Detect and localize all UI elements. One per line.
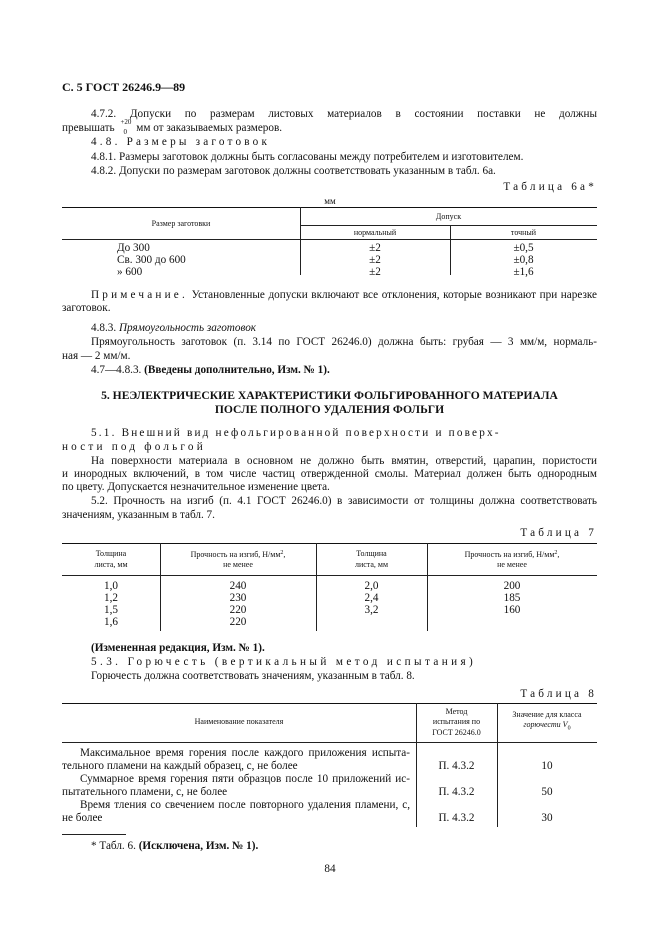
table7-r2-thick: 2,4 [364, 592, 379, 604]
table8-caption: Таблица 8 [520, 688, 597, 700]
table7-head-rule [62, 575, 597, 576]
table6a-row1-normal: ±2 [369, 242, 381, 254]
table7-l1-thick: 1,0 [104, 580, 118, 592]
table8-r2-l2: пытательного пламени, с, не более [62, 786, 228, 798]
table8-r1-method: П. 4.3.2 [438, 760, 475, 772]
table8-top-rule [62, 703, 597, 704]
p472-line2b: мм от заказываемых размеров. [136, 122, 283, 134]
table8-h-method1: Метод [445, 707, 468, 716]
table7-r3-str: 160 [503, 604, 521, 616]
p472-line1: 4.7.2. Допуски по размерам листовых материалов в состоянии поставки не должны [91, 108, 597, 120]
table7-r2-str: 185 [503, 592, 521, 604]
table6a-row3-normal: ±2 [369, 266, 381, 278]
table8-head-rule [62, 742, 597, 743]
table7-l4-str: 220 [229, 616, 247, 628]
p472-line2a: превышать [62, 122, 115, 134]
table8-r1-value: 10 [541, 760, 553, 772]
table8-r3-l2: не более [62, 812, 103, 824]
table7-h-str2-right: не менее [497, 560, 527, 569]
note-line2: заготовок. [62, 302, 111, 314]
table8-r1-l1: Максимальное время горения после каждого приложения испыта- [80, 747, 410, 759]
p483-title [91, 322, 256, 335]
footnote [91, 840, 258, 853]
p52-line1: 5.2. Прочность на изгиб (п. 4.1 ГОСТ 26246.0) в зависимости от толщины должна соответствовать [91, 495, 597, 507]
footnote-bold: (Исключена, Изм. № 1). [138, 840, 259, 852]
table7-h-str1-right-text: Прочность на изгиб, Н/мм [464, 550, 555, 559]
footnote-rule [62, 834, 126, 835]
p51-heading2: ности под фольгой [62, 441, 206, 453]
p53-heading: 5.3. Горючесть (вертикальный метод испытания) [91, 656, 477, 668]
table8-h-name: Наименование показателя [194, 717, 284, 726]
page-number: 84 [324, 863, 336, 875]
tolerance-stack [117, 118, 133, 136]
table7-l3-str: 220 [229, 604, 247, 616]
table7-h-str-sup-left: 2 [280, 550, 284, 556]
table8-r3-value: 30 [541, 812, 553, 824]
table7-top-rule [62, 543, 597, 544]
table7-r3-thick: 3,2 [364, 604, 379, 616]
tol-down: 0 [123, 128, 127, 136]
p53-line: Горючесть должна соответствовать значениям, указанным в табл. 8. [91, 670, 415, 682]
table6a-unit: мм [324, 196, 336, 206]
table6a-row3-exact: ±1,6 [513, 266, 534, 278]
table8-h-value2-text: горючести V [523, 720, 568, 729]
table7-h-thick2-right: листа, мм [354, 560, 389, 569]
table7-l4-thick: 1,6 [104, 616, 118, 628]
table7-h-thick1-right: Толщина [356, 549, 387, 558]
p481: 4.8.1. Размеры заготовок должны быть согласованы между потребителем и изготовителем. [91, 151, 524, 163]
table8-h-method2: испытания по [432, 717, 481, 726]
table8-r2-value: 50 [541, 786, 553, 798]
page-header: С. 5 ГОСТ 26246.9—89 [62, 80, 186, 94]
table8-h-value1: Значение для класса [512, 710, 582, 719]
table7-caption: Таблица 7 [520, 527, 597, 539]
table6a-col-exact: точный [510, 228, 537, 237]
p482: 4.8.2. Допуски по размерам заготовок должны соответствовать указанным в табл. 6а. [91, 165, 496, 177]
table6a-mid-rule [300, 225, 597, 226]
section5-title-line1: 5. НЕЭЛЕКТРИЧЕСКИЕ ХАРАКТЕРИСТИКИ ФОЛЬГИРОВАННОГО МАТЕРИАЛА [101, 389, 558, 402]
table8-r3-l1: Время тления со свечением после повторного удаления пламени, с, [80, 799, 410, 811]
table6a-col-tol: Допуск [435, 212, 462, 221]
p483-line1: Прямоугольность заготовок (п. 3.14 по ГОСТ 26246.0) должна быть: грубая — 3 мм/м, нормаль- [91, 336, 597, 348]
table7-h-str1-left: Прочность на изгиб, $Н/мм^2$, [190, 550, 286, 559]
table8-r2-l1: Суммарное время горения пяти образцов после 10 приложений ис- [80, 773, 410, 785]
table8-h-value-sub: 0 [567, 725, 571, 732]
table7-l2-thick: 1,2 [104, 592, 118, 604]
table8-r3-method: П. 4.3.2 [438, 812, 475, 824]
tol-up: +20 [120, 118, 132, 126]
table7-h-str2-left: не менее [223, 560, 253, 569]
note-line1 [91, 289, 597, 302]
table6a-caption: Таблица 6а* [503, 181, 597, 193]
table6a-row1-size: До 300 [117, 242, 150, 254]
p51-line1: На поверхности материала в основном не должно быть вмятин, отверстий, царапин, пористости [91, 455, 597, 467]
p472-line2 [62, 118, 283, 136]
table8-h-value2 [497, 720, 597, 734]
footnote-text: * Табл. 6. [91, 840, 136, 852]
table7-l2-str: 230 [229, 592, 247, 604]
table8-h-method3: ГОСТ 26246.0 [432, 728, 481, 737]
p47-483-bold: (Введены дополнительно, Изм. № 1). [144, 364, 330, 376]
p483-line2: ная — 2 мм/м. [62, 350, 131, 362]
table6a-col-normal: нормальный [353, 228, 397, 237]
table7-r1-thick: 2,0 [364, 580, 379, 592]
note-label: Примечание. [91, 289, 188, 301]
p51-heading1: 5.1. Внешний вид нефольгированной поверхности и поверх- [91, 427, 501, 439]
p47-483-ref: 4.7—4.8.3. [91, 364, 142, 376]
p51-line2: и инородных включений, в том числе частиц отвержденной смолы. Материал должен быть однородным [62, 468, 597, 480]
section-48-heading: 4.8. Размеры заготовок [91, 136, 271, 148]
table6a-row2-size: Св. 300 до 600 [117, 254, 186, 266]
p52-line2: значениям, указанным в табл. 7. [62, 509, 215, 521]
table8-r2-method: П. 4.3.2 [438, 786, 475, 798]
table8-r1-l2: тельного пламени на каждый образец, с, не более [62, 760, 298, 772]
table6a-row3-size: » 600 [117, 266, 143, 278]
note-text: Установленные допуски включают все отклонения, которые возникают при нарезке [191, 289, 597, 301]
table6a-row2-normal: ±2 [369, 254, 381, 266]
table7-h-str1-right: Прочность на изгиб, $Н/мм^2$, [464, 550, 560, 559]
table7-h-thick1-left: Толщина [95, 549, 127, 558]
table7-l3-thick: 1,5 [104, 604, 118, 616]
edited-note: (Измененная редакция, Изм. № 1). [91, 642, 265, 654]
p483-title-italic: Прямоугольность заготовок [118, 322, 257, 334]
table7-r1-str: 200 [503, 580, 521, 592]
table6a-row2-exact: ±0,8 [513, 254, 534, 266]
table7-h-str1-left-text: Прочность на изгиб, Н/мм [190, 550, 281, 559]
table6a-top-rule [62, 207, 597, 208]
table6a-col-size: Размер заготовки [151, 219, 211, 228]
p47-483-note [91, 364, 330, 377]
section5-title-line2: ПОСЛЕ ПОЛНОГО УДАЛЕНИЯ ФОЛЬГИ [214, 403, 445, 416]
table6a-row1-exact: ±0,5 [513, 242, 534, 254]
table7-h-str-sup-right: 2 [554, 550, 558, 556]
table6a-head-rule [62, 239, 597, 240]
p483-num: 4.8.3. [91, 322, 117, 334]
table7-h-thick2-left: листа, мм [94, 560, 128, 569]
p51-line3: по цвету. Допускается незначительное изменение цвета. [62, 481, 330, 493]
table7-l1-str: 240 [229, 580, 247, 592]
